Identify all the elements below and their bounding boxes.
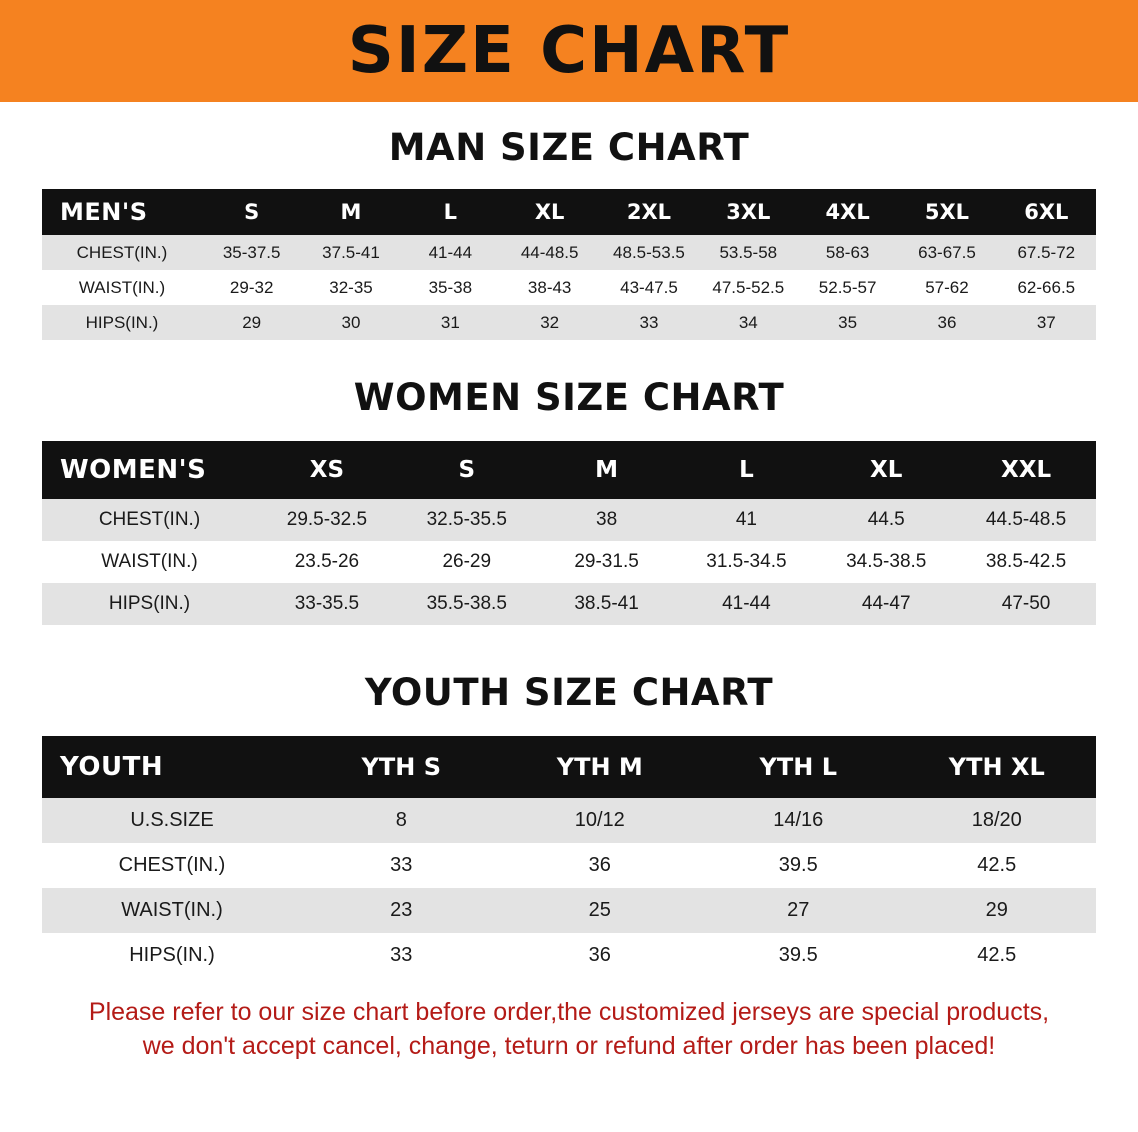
cell: 23.5-26 bbox=[257, 541, 397, 583]
page-title: SIZE CHART bbox=[347, 14, 791, 88]
cell: 31 bbox=[401, 305, 500, 340]
cell: 39.5 bbox=[699, 933, 898, 978]
cell: 58-63 bbox=[798, 235, 897, 270]
cell: 35-37.5 bbox=[202, 235, 301, 270]
cell: 43-47.5 bbox=[599, 270, 698, 305]
cell: 41-44 bbox=[401, 235, 500, 270]
header-cell-youth: YOUTH bbox=[42, 736, 302, 798]
header-cell-yth-s: YTH S bbox=[302, 736, 501, 798]
note-line-1: Please refer to our size chart before order,the customized jerseys are special products, bbox=[88, 998, 1050, 1026]
row-label-waist: WAIST(IN.) bbox=[42, 888, 302, 933]
table-row bbox=[42, 541, 1096, 583]
youth-table-wrap bbox=[0, 736, 1138, 978]
header-cell-xs: XS bbox=[257, 441, 397, 499]
cell: 33-35.5 bbox=[257, 583, 397, 625]
row-label-chest: CHEST(IN.) bbox=[42, 843, 302, 888]
cell: 44-48.5 bbox=[500, 235, 599, 270]
cell: 36 bbox=[897, 305, 996, 340]
cell: 29 bbox=[202, 305, 301, 340]
cell: 36 bbox=[501, 843, 700, 888]
cell: 47-50 bbox=[956, 583, 1096, 625]
cell: 31.5-34.5 bbox=[676, 541, 816, 583]
cell: 25 bbox=[501, 888, 700, 933]
order-policy-note bbox=[34, 996, 1104, 1064]
cell: 23 bbox=[302, 888, 501, 933]
youth-size-table bbox=[42, 736, 1096, 978]
table-row bbox=[42, 933, 1096, 978]
table-row bbox=[42, 843, 1096, 888]
table-header-row bbox=[42, 441, 1096, 499]
row-label-waist: WAIST(IN.) bbox=[42, 270, 202, 305]
cell: 29-32 bbox=[202, 270, 301, 305]
cell: 35 bbox=[798, 305, 897, 340]
header-cell-xxl: XXL bbox=[956, 441, 1096, 499]
header-cell-2xl: 2XL bbox=[599, 189, 698, 235]
header-cell-4xl: 4XL bbox=[798, 189, 897, 235]
table-header-row bbox=[42, 736, 1096, 798]
header-cell-yth-l: YTH L bbox=[699, 736, 898, 798]
youth-section-title: YOUTH SIZE CHART bbox=[364, 671, 774, 714]
cell: 33 bbox=[302, 933, 501, 978]
cell: 35-38 bbox=[401, 270, 500, 305]
cell: 32.5-35.5 bbox=[397, 499, 537, 541]
women-section-title: WOMEN SIZE CHART bbox=[353, 376, 785, 419]
cell: 37 bbox=[997, 305, 1096, 340]
cell: 63-67.5 bbox=[897, 235, 996, 270]
cell: 48.5-53.5 bbox=[599, 235, 698, 270]
header-cell-5xl: 5XL bbox=[897, 189, 996, 235]
women-size-table bbox=[42, 441, 1096, 625]
header-cell-s: S bbox=[397, 441, 537, 499]
cell: 67.5-72 bbox=[997, 235, 1096, 270]
cell: 27 bbox=[699, 888, 898, 933]
row-label-chest: CHEST(IN.) bbox=[42, 499, 257, 541]
cell: 26-29 bbox=[397, 541, 537, 583]
row-label-waist: WAIST(IN.) bbox=[42, 541, 257, 583]
table-row bbox=[42, 888, 1096, 933]
row-label-hips: HIPS(IN.) bbox=[42, 933, 302, 978]
cell: 44.5-48.5 bbox=[956, 499, 1096, 541]
header-cell-l: L bbox=[676, 441, 816, 499]
cell: 30 bbox=[301, 305, 400, 340]
man-section-title: MAN SIZE CHART bbox=[388, 126, 750, 169]
header-cell-mens: MEN'S bbox=[42, 189, 202, 235]
cell: 42.5 bbox=[898, 933, 1097, 978]
cell: 42.5 bbox=[898, 843, 1097, 888]
man-table-wrap bbox=[0, 189, 1138, 340]
table-row bbox=[42, 270, 1096, 305]
header-cell-l: L bbox=[401, 189, 500, 235]
cell: 29.5-32.5 bbox=[257, 499, 397, 541]
cell: 33 bbox=[599, 305, 698, 340]
header-cell-yth-m: YTH M bbox=[501, 736, 700, 798]
table-row bbox=[42, 235, 1096, 270]
man-size-table bbox=[42, 189, 1096, 340]
cell: 34 bbox=[699, 305, 798, 340]
row-label-us-size: U.S.SIZE bbox=[42, 798, 302, 843]
women-table-wrap bbox=[0, 441, 1138, 625]
cell: 29-31.5 bbox=[537, 541, 677, 583]
cell: 32 bbox=[500, 305, 599, 340]
table-row bbox=[42, 305, 1096, 340]
row-label-chest: CHEST(IN.) bbox=[42, 235, 202, 270]
row-label-hips: HIPS(IN.) bbox=[42, 583, 257, 625]
header-cell-womens: WOMEN'S bbox=[42, 441, 257, 499]
cell: 37.5-41 bbox=[301, 235, 400, 270]
cell: 38-43 bbox=[500, 270, 599, 305]
note-line-2: we don't accept cancel, change, teturn or refund after order has been placed! bbox=[142, 1031, 996, 1060]
header-cell-yth-xl: YTH XL bbox=[898, 736, 1097, 798]
table-row bbox=[42, 798, 1096, 843]
cell: 38 bbox=[537, 499, 677, 541]
cell: 32-35 bbox=[301, 270, 400, 305]
header-cell-6xl: 6XL bbox=[997, 189, 1096, 235]
table-row bbox=[42, 583, 1096, 625]
cell: 36 bbox=[501, 933, 700, 978]
cell: 47.5-52.5 bbox=[699, 270, 798, 305]
cell: 41 bbox=[676, 499, 816, 541]
table-header-row bbox=[42, 189, 1096, 235]
table-row bbox=[42, 499, 1096, 541]
cell: 38.5-41 bbox=[537, 583, 677, 625]
header-cell-xl: XL bbox=[500, 189, 599, 235]
cell: 41-44 bbox=[676, 583, 816, 625]
cell: 29 bbox=[898, 888, 1097, 933]
cell: 33 bbox=[302, 843, 501, 888]
cell: 52.5-57 bbox=[798, 270, 897, 305]
header-cell-s: S bbox=[202, 189, 301, 235]
cell: 39.5 bbox=[699, 843, 898, 888]
row-label-hips: HIPS(IN.) bbox=[42, 305, 202, 340]
cell: 44.5 bbox=[816, 499, 956, 541]
page-banner bbox=[0, 0, 1138, 102]
cell: 38.5-42.5 bbox=[956, 541, 1096, 583]
cell: 53.5-58 bbox=[699, 235, 798, 270]
header-cell-m: M bbox=[537, 441, 677, 499]
cell: 14/16 bbox=[699, 798, 898, 843]
header-cell-m: M bbox=[301, 189, 400, 235]
cell: 34.5-38.5 bbox=[816, 541, 956, 583]
cell: 18/20 bbox=[898, 798, 1097, 843]
cell: 35.5-38.5 bbox=[397, 583, 537, 625]
header-cell-3xl: 3XL bbox=[699, 189, 798, 235]
cell: 8 bbox=[302, 798, 501, 843]
cell: 62-66.5 bbox=[997, 270, 1096, 305]
cell: 10/12 bbox=[501, 798, 700, 843]
header-cell-xl: XL bbox=[816, 441, 956, 499]
cell: 57-62 bbox=[897, 270, 996, 305]
cell: 44-47 bbox=[816, 583, 956, 625]
